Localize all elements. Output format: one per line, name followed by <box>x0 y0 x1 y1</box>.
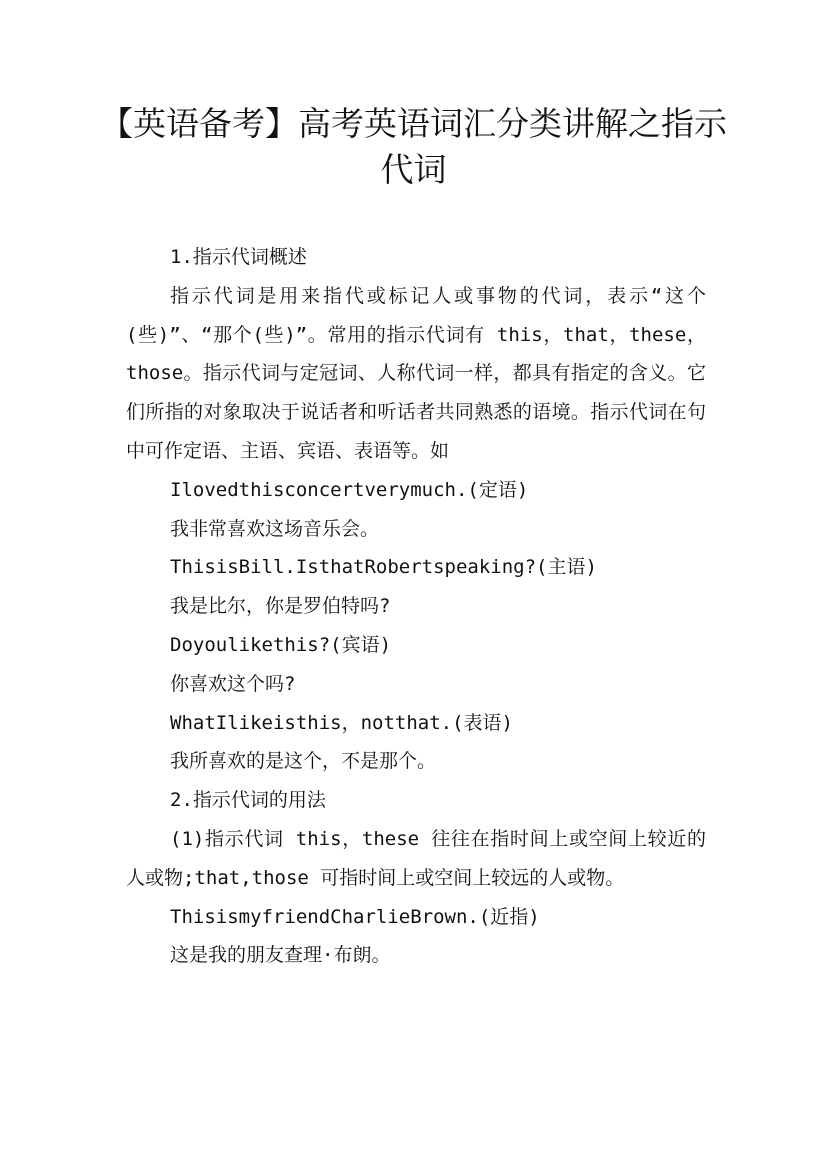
example-translation: 这是我的朋友查理·布朗。 <box>170 944 391 967</box>
example-translation: 我非常喜欢这场音乐会。 <box>170 517 380 540</box>
paragraph-definition: 指示代词是用来指代或标记人或事物的代词，表示“这个(些)”、“那个(些)”。常用的指示代词有 this，that，these，those。指示代词与定冠词、人称代词一样，都具有指定的含义。它们所指的对象取决于说话者和听话者共同熟悉的语境。指示代词在句中可作定语、主语、宾语、表语等。如 <box>126 284 706 462</box>
example-sentence: ThisisBill.IsthatRobertspeaking?(主语) <box>170 556 597 579</box>
example-sentence: Ilovedthisconcertverymuch.(定语) <box>170 478 529 501</box>
example-sentence: WhatIlikeisthis，notthat.(表语) <box>170 711 513 734</box>
example-translation: 我是比尔，你是罗伯特吗? <box>170 595 391 618</box>
example-translation: 你喜欢这个吗? <box>170 672 296 695</box>
section-heading-overview: 1.指示代词概述 <box>170 246 307 268</box>
document-title: 【英语备考】高考英语词汇分类讲解之指示代词 <box>100 104 727 189</box>
section-heading-usage: 2.指示代词的用法 <box>170 789 326 812</box>
document-body <box>126 238 706 975</box>
example-translation: 我所喜欢的是这个，不是那个。 <box>170 750 437 773</box>
example-sentence: ThisismyfriendCharlieBrown.(近指) <box>170 905 540 928</box>
paragraph-usage-rule: (1)指示代词 this，these 往往在指时间上或空间上较近的人或物;that,those 可指时间上或空间上较远的人或物。 <box>126 827 706 889</box>
example-sentence: Doyoulikethis?(宾语) <box>170 633 392 656</box>
